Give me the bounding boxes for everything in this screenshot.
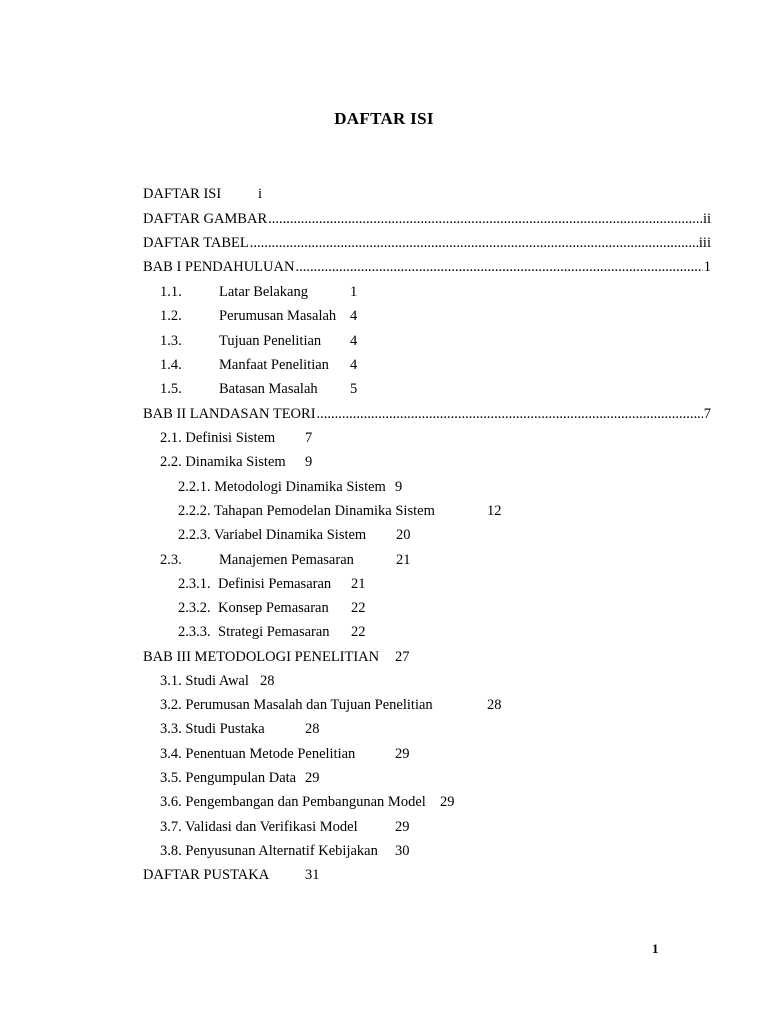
toc-entry-label: 3.2. Perumusan Masalah dan Tujuan Penelitian [160, 697, 433, 713]
dot-leader [268, 209, 702, 229]
toc-entry-page: 22 [351, 624, 366, 640]
toc-entry-2-3[interactable] [160, 550, 420, 570]
toc-entry-bab2[interactable] [143, 404, 711, 424]
toc-entry-page: i [258, 186, 263, 202]
dot-leader [295, 257, 702, 277]
toc-entry-page: 7 [703, 406, 711, 422]
toc-entry-3-7[interactable] [160, 817, 358, 837]
toc-entry-number: 2.3.1. [178, 576, 211, 592]
toc-entry-3-2[interactable] [160, 695, 433, 715]
toc-entry-label: 2.2.3. Variabel Dinamika Sistem [178, 527, 367, 543]
toc-entry-3-4[interactable] [160, 744, 355, 764]
toc-entry-bab1[interactable] [143, 257, 711, 277]
toc-entry-page: 28 [487, 697, 502, 713]
toc-entry-2-2-2[interactable] [178, 501, 435, 521]
toc-entry-2-3-1[interactable] [178, 574, 378, 594]
page-title: DAFTAR ISI [334, 109, 434, 128]
toc-entry-label: 2.1. Definisi Sistem [160, 430, 276, 446]
toc-entry-label: 3.1. Studi Awal [160, 673, 249, 689]
toc-entry-2-2-1[interactable] [178, 477, 386, 497]
toc-entry-page: 4 [350, 308, 358, 324]
toc-entry-page: ii [702, 211, 711, 227]
toc-entry-page: 20 [396, 527, 411, 543]
toc-entry-page: 1 [350, 284, 358, 300]
toc-entry-number: 1.2. [160, 308, 182, 324]
toc-entry-number: 2.3. [160, 552, 182, 568]
toc-entry-3-3[interactable] [160, 719, 265, 739]
toc-entry-label: 2.2.2. Tahapan Pemodelan Dinamika Sistem [178, 503, 435, 519]
toc-entry-bab3[interactable] [143, 647, 379, 667]
toc-entry-daftar-isi[interactable] [143, 184, 221, 204]
toc-entry-3-5[interactable] [160, 768, 296, 788]
toc-entry-label: Manfaat Penelitian [219, 357, 329, 373]
toc-entry-page: 22 [351, 600, 366, 616]
toc-entry-3-1[interactable] [160, 671, 249, 691]
toc-entry-page: 29 [395, 746, 410, 762]
toc-entry-label: DAFTAR TABEL [143, 235, 249, 251]
toc-entry-page: 29 [395, 819, 410, 835]
toc-entry-label: BAB I PENDAHULUAN [143, 259, 295, 275]
page-number: 1 [652, 941, 659, 956]
toc-entry-page: 27 [395, 649, 410, 665]
toc-entry-label: 2.2. Dinamika Sistem [160, 454, 286, 470]
toc-entry-label: Latar Belakang [219, 284, 308, 300]
toc-entry-label: 3.8. Penyusunan Alternatif Kebijakan [160, 843, 378, 859]
dot-leader [317, 404, 703, 424]
toc-entry-page: 29 [305, 770, 320, 786]
toc-entry-label: 2.2.1. Metodologi Dinamika Sistem [178, 479, 386, 495]
toc-entry-page: 21 [396, 552, 411, 568]
toc-entry-page: 4 [350, 357, 358, 373]
toc-entry-label: 3.4. Penentuan Metode Penelitian [160, 746, 356, 762]
toc-entry-daftar-pustaka[interactable] [143, 865, 269, 885]
toc-entry-1-2[interactable] [160, 306, 420, 326]
toc-entry-page: 30 [395, 843, 410, 859]
toc-entry-page: 12 [487, 503, 502, 519]
toc-entry-label: 3.7. Validasi dan Verifikasi Model [160, 819, 358, 835]
toc-entry-daftar-gambar[interactable] [143, 209, 711, 229]
toc-entry-3-6[interactable] [160, 792, 426, 812]
toc-entry-label: Tujuan Penelitian [219, 333, 322, 349]
toc-entry-page: 21 [351, 576, 366, 592]
toc-entry-label: Batasan Masalah [219, 381, 318, 397]
toc-entry-page: 28 [260, 673, 275, 689]
toc-entry-3-8[interactable] [160, 841, 378, 861]
toc-entry-number: 1.1. [160, 284, 182, 300]
toc-entry-label: 3.3. Studi Pustaka [160, 721, 265, 737]
toc-entry-label: 3.6. Pengembangan dan Pembangunan Model [160, 794, 426, 810]
toc-entry-page: 5 [350, 381, 358, 397]
toc-entry-2-2[interactable] [160, 452, 286, 472]
toc-entry-number: 1.5. [160, 381, 182, 397]
toc-entry-page: 31 [305, 867, 320, 883]
toc-entry-2-3-2[interactable] [178, 598, 378, 618]
toc-entry-page: 9 [305, 454, 313, 470]
toc-entry-number: 1.4. [160, 357, 182, 373]
toc-entry-number: 2.3.2. [178, 600, 211, 616]
toc-entry-page: 9 [395, 479, 403, 495]
toc-entry-page: 29 [440, 794, 455, 810]
toc-entry-2-1[interactable] [160, 428, 275, 448]
toc-entry-label: Definisi Pemasaran [218, 576, 332, 592]
toc-entry-1-1[interactable] [160, 282, 420, 302]
toc-entry-1-4[interactable] [160, 355, 420, 375]
toc-entry-label: Perumusan Masalah [219, 308, 337, 324]
toc-entry-1-3[interactable] [160, 331, 420, 351]
toc-entry-1-5[interactable] [160, 379, 420, 399]
toc-entry-label: DAFTAR GAMBAR [143, 211, 268, 227]
dot-leader [250, 233, 698, 253]
toc-entry-label: BAB II LANDASAN TEORI [143, 406, 316, 422]
toc-entry-label: 3.5. Pengumpulan Data [160, 770, 297, 786]
toc-entry-daftar-tabel[interactable] [143, 233, 711, 253]
toc-entry-page: 7 [305, 430, 313, 446]
toc-entry-label: Konsep Pemasaran [218, 600, 329, 616]
toc-entry-number: 1.3. [160, 333, 182, 349]
toc-entry-label: DAFTAR PUSTAKA [143, 867, 270, 883]
toc-entry-page: 4 [350, 333, 358, 349]
toc-entry-label: Strategi Pemasaran [218, 624, 330, 640]
toc-entry-page: iii [698, 235, 711, 251]
toc-entry-label: Manajemen Pemasaran [219, 552, 354, 568]
toc-entry-page: 1 [703, 259, 711, 275]
toc-entry-2-2-3[interactable] [178, 525, 366, 545]
toc-entry-2-3-3[interactable] [178, 622, 378, 642]
toc-entry-label: BAB III METODOLOGI PENELITIAN [143, 649, 380, 665]
toc-entry-page: 28 [305, 721, 320, 737]
toc-entry-number: 2.3.3. [178, 624, 211, 640]
toc-entry-label: DAFTAR ISI [143, 186, 222, 202]
